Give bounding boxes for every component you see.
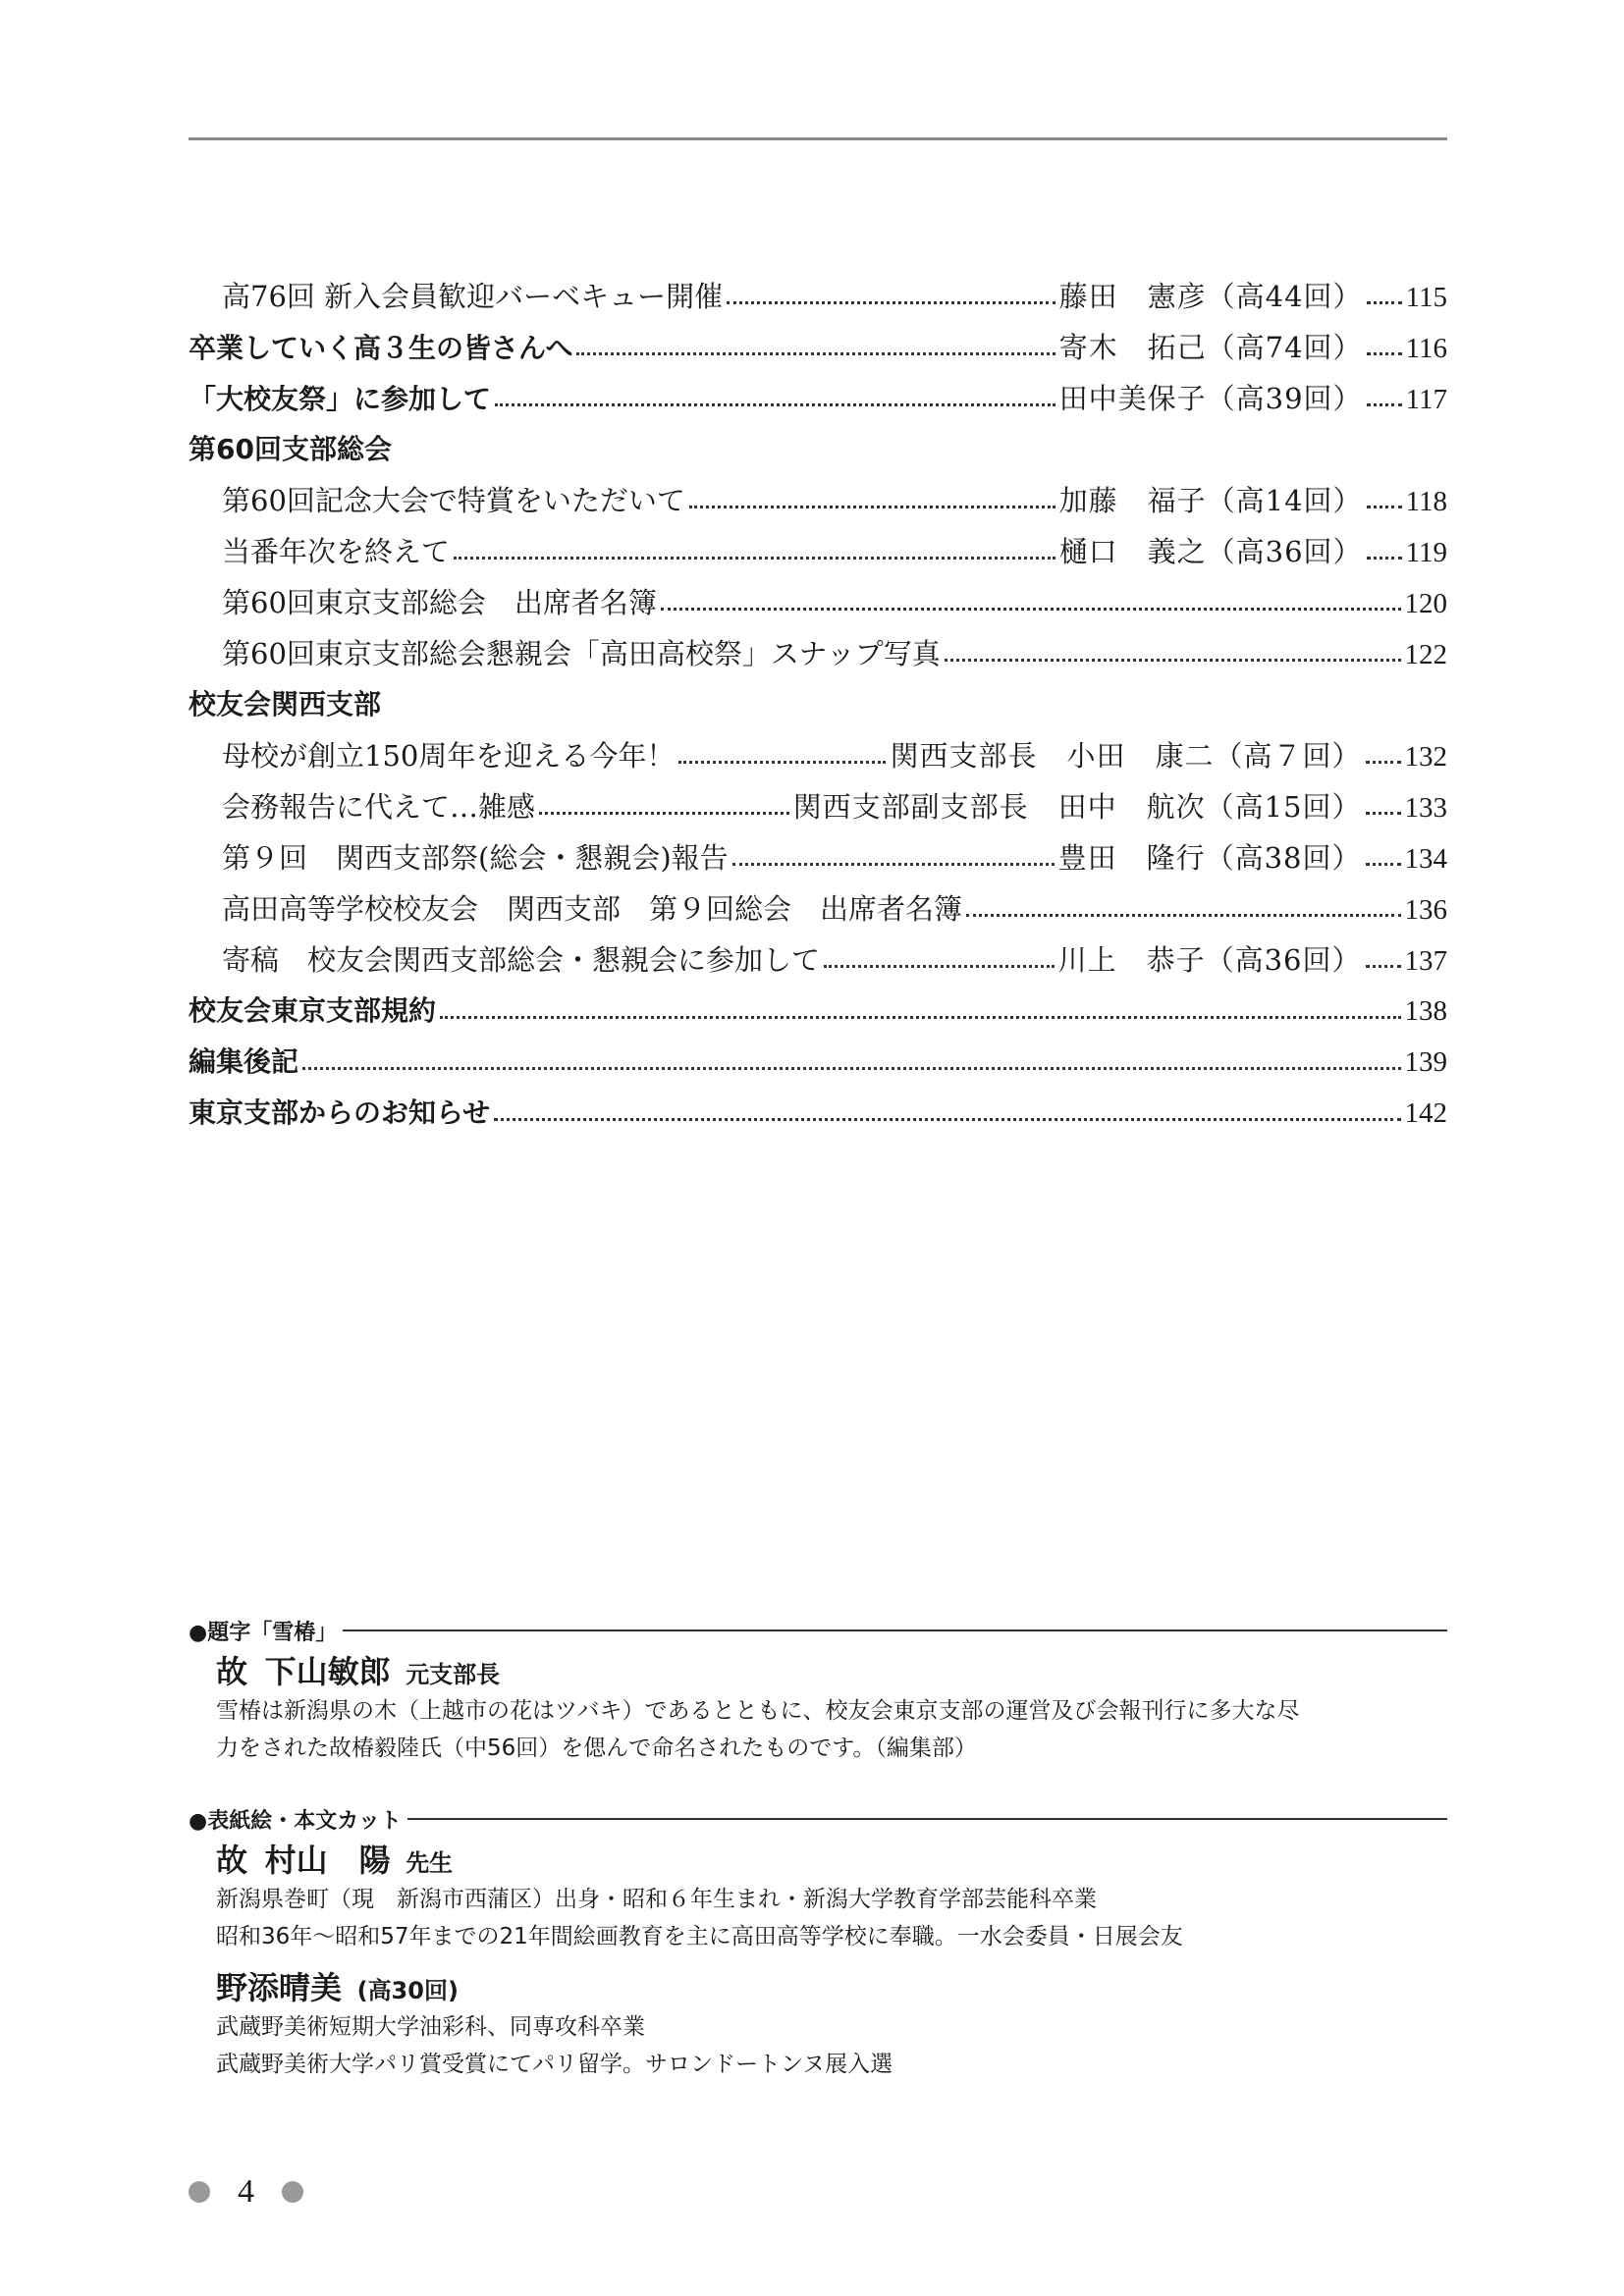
person-name: 野添晴美: [216, 1969, 343, 2006]
toc-section-heading: [189, 679, 1447, 730]
toc-entry-page: 142: [1404, 1097, 1447, 1129]
credit-cover-art: [189, 1804, 1447, 2083]
credit-text: [189, 2008, 1447, 2083]
toc-entry[interactable]: [189, 373, 1447, 424]
toc-entry[interactable]: [189, 628, 1447, 679]
toc-entry-title: 東京支部からのお知らせ: [189, 1096, 491, 1129]
toc-entry-author: 豊田 隆行（高38回）: [1057, 841, 1362, 875]
dot-leader: [1366, 812, 1401, 815]
credit-person: [189, 1651, 1447, 1692]
page-number: 4: [238, 2173, 254, 2210]
person-name: 下山敏郎: [264, 1653, 391, 1690]
toc-entry-author: 加藤 福子（高14回）: [1058, 484, 1363, 517]
dot-leader: [732, 863, 1055, 866]
credit-line: 力をされた故椿毅陸氏（中56回）を偲んで命名されたものです。（編集部）: [216, 1735, 977, 1761]
toc-entry-page: 116: [1405, 333, 1447, 364]
toc-entry-page: 139: [1404, 1046, 1447, 1078]
toc-entry-page: 138: [1404, 995, 1447, 1027]
dot-leader: [1367, 506, 1402, 508]
toc-entry-title: 母校が創立150周年を迎える今年！: [222, 739, 676, 773]
dot-leader: [440, 1016, 1400, 1019]
credit-person: [189, 1840, 1447, 1881]
credit-text: [189, 1881, 1447, 1955]
toc-entry-author: 関西支部副支部長 田中 航次（高15回）: [792, 790, 1362, 824]
toc-entry-title: 会務報告に代えて…雑感: [222, 790, 536, 824]
toc-entry-page: 119: [1405, 537, 1447, 568]
dot-leader: [1367, 352, 1402, 355]
credit-line: 武蔵野美術短期大学油彩科、同専攻科卒業: [216, 2014, 645, 2040]
toc-entry-title: 当番年次を終えて: [222, 535, 451, 568]
toc-entry-page: 115: [1405, 282, 1447, 313]
dot-leader: [495, 403, 1056, 406]
toc-entry-page: 136: [1404, 894, 1447, 926]
toc-entry-title: 校友会東京支部規約: [189, 994, 437, 1027]
toc-entry[interactable]: [189, 832, 1447, 883]
person-role: 先生: [406, 1849, 454, 1877]
dot-leader: [454, 557, 1056, 560]
toc-entry[interactable]: [189, 526, 1447, 577]
dot-leader: [1367, 301, 1402, 304]
dot-leader: [678, 761, 886, 764]
toc-entry[interactable]: [189, 475, 1447, 526]
toc-entry[interactable]: [189, 1037, 1447, 1088]
toc-entry-page: 133: [1404, 792, 1447, 824]
section-heading-text: 校友会関西支部: [189, 688, 382, 721]
heading-rule: [407, 1818, 1447, 1820]
toc-entry-title: 寄稿 校友会関西支部総会・懇親会に参加して: [222, 943, 821, 977]
credit-person: [189, 1967, 1447, 2008]
dot-leader: [1366, 863, 1401, 866]
toc-entry-title: 「大校友祭」に参加して: [189, 383, 492, 415]
toc-entry-author: 田中美保子（高39回）: [1058, 382, 1363, 415]
section-heading-text: 第60回支部総会: [189, 433, 392, 465]
toc-entry-page: 132: [1404, 741, 1447, 773]
toc-entry-author: 樋口 義之（高36回）: [1058, 535, 1363, 568]
person-role: 元支部長: [406, 1661, 501, 1688]
toc-entry[interactable]: [189, 322, 1447, 373]
toc-entry-title: 第60回東京支部総会懇親会「高田高校祭」スナップ写真: [222, 637, 941, 670]
toc-section-heading: [189, 424, 1447, 475]
toc-entry-author: 関西支部長 小田 康二（高７回）: [890, 739, 1362, 773]
dot-leader: [945, 659, 1401, 662]
toc-entry-title: 卒業していく高３生の皆さんへ: [189, 332, 573, 364]
heading-rule: [343, 1629, 1447, 1631]
toc-entry[interactable]: [189, 934, 1447, 986]
dot-leader: [1366, 761, 1401, 764]
toc-entry-author: 藤田 憲彦（高44回）: [1058, 280, 1363, 313]
toc-entry-page: 118: [1405, 486, 1447, 517]
deceased-prefix: 故: [216, 1653, 248, 1690]
toc-entry[interactable]: [189, 577, 1447, 628]
toc-entry[interactable]: [189, 271, 1447, 322]
toc-entry-title: 第９回 関西支部祭(総会・懇親会)報告: [222, 841, 729, 875]
toc-entry-page: 117: [1405, 384, 1447, 415]
person-role: (高30回): [356, 1977, 459, 2004]
toc-entry-page: 120: [1404, 588, 1447, 619]
toc-entry[interactable]: [189, 1088, 1447, 1139]
page-footer: [189, 2173, 303, 2211]
footer-dot-icon: [282, 2181, 303, 2203]
deceased-prefix: 故: [216, 1842, 248, 1879]
credit-line: 昭和36年～昭和57年までの21年間絵画教育を主に高田高等学校に奉職。一水会委員・日展会友: [216, 1924, 1183, 1949]
dot-leader: [1367, 403, 1402, 406]
dot-leader: [539, 812, 789, 815]
toc-entry-title: 第60回記念大会で特賞をいただいて: [222, 484, 685, 517]
toc-entry[interactable]: [189, 781, 1447, 832]
toc-entry-page: 122: [1404, 639, 1447, 670]
toc-entry-author: 川上 恭子（高36回）: [1057, 943, 1362, 977]
credit-text: [189, 1692, 1447, 1767]
table-of-contents: [189, 271, 1447, 1139]
dot-leader: [661, 608, 1401, 611]
header-rule: [189, 137, 1447, 140]
credit-heading: [189, 1616, 1447, 1645]
dot-leader: [1366, 965, 1401, 968]
dot-leader: [1367, 557, 1402, 560]
footer-dot-icon: [189, 2181, 210, 2203]
dot-leader: [302, 1067, 1400, 1070]
toc-entry[interactable]: [189, 730, 1447, 781]
person-name: 村山 陽: [264, 1842, 391, 1879]
toc-entry-title: 第60回東京支部総会 出席者名簿: [222, 586, 657, 619]
credit-line: 新潟県巻町（現 新潟市西蒲区）出身・昭和６年生まれ・新潟大学教育学部芸能科卒業: [216, 1887, 1097, 1912]
credit-line: 雪椿は新潟県の木（上越市の花はツバキ）であるとともに、校友会東京支部の運営及び会報刊行に多大な尽: [216, 1698, 1300, 1724]
toc-entry-author: 寄木 拓己（高74回）: [1058, 331, 1363, 364]
credit-heading-label: ●題字「雪椿」: [189, 1620, 338, 1645]
credit-title-calligraphy: [189, 1616, 1447, 1767]
credit-heading-label: ●表紙絵・本文カット: [189, 1808, 402, 1834]
toc-entry-title: 編集後記: [189, 1045, 299, 1078]
dot-leader: [576, 352, 1055, 355]
dot-leader: [689, 506, 1056, 508]
toc-entry-page: 134: [1404, 843, 1447, 875]
toc-entry[interactable]: [189, 986, 1447, 1037]
dot-leader: [966, 914, 1400, 917]
credit-heading: [189, 1804, 1447, 1834]
toc-entry-title: 高田高等学校校友会 関西支部 第９回総会 出席者名簿: [222, 892, 963, 926]
credit-line: 武蔵野美術大学パリ賞受賞にてパリ留学。サロンドートンヌ展入選: [216, 2052, 893, 2077]
toc-entry[interactable]: [189, 883, 1447, 934]
toc-entry-page: 137: [1404, 945, 1447, 977]
dot-leader: [727, 301, 1056, 304]
dot-leader: [824, 965, 1055, 968]
toc-entry-title: 高76回 新入会員歓迎バーベキュー開催: [222, 280, 724, 313]
dot-leader: [494, 1118, 1400, 1121]
